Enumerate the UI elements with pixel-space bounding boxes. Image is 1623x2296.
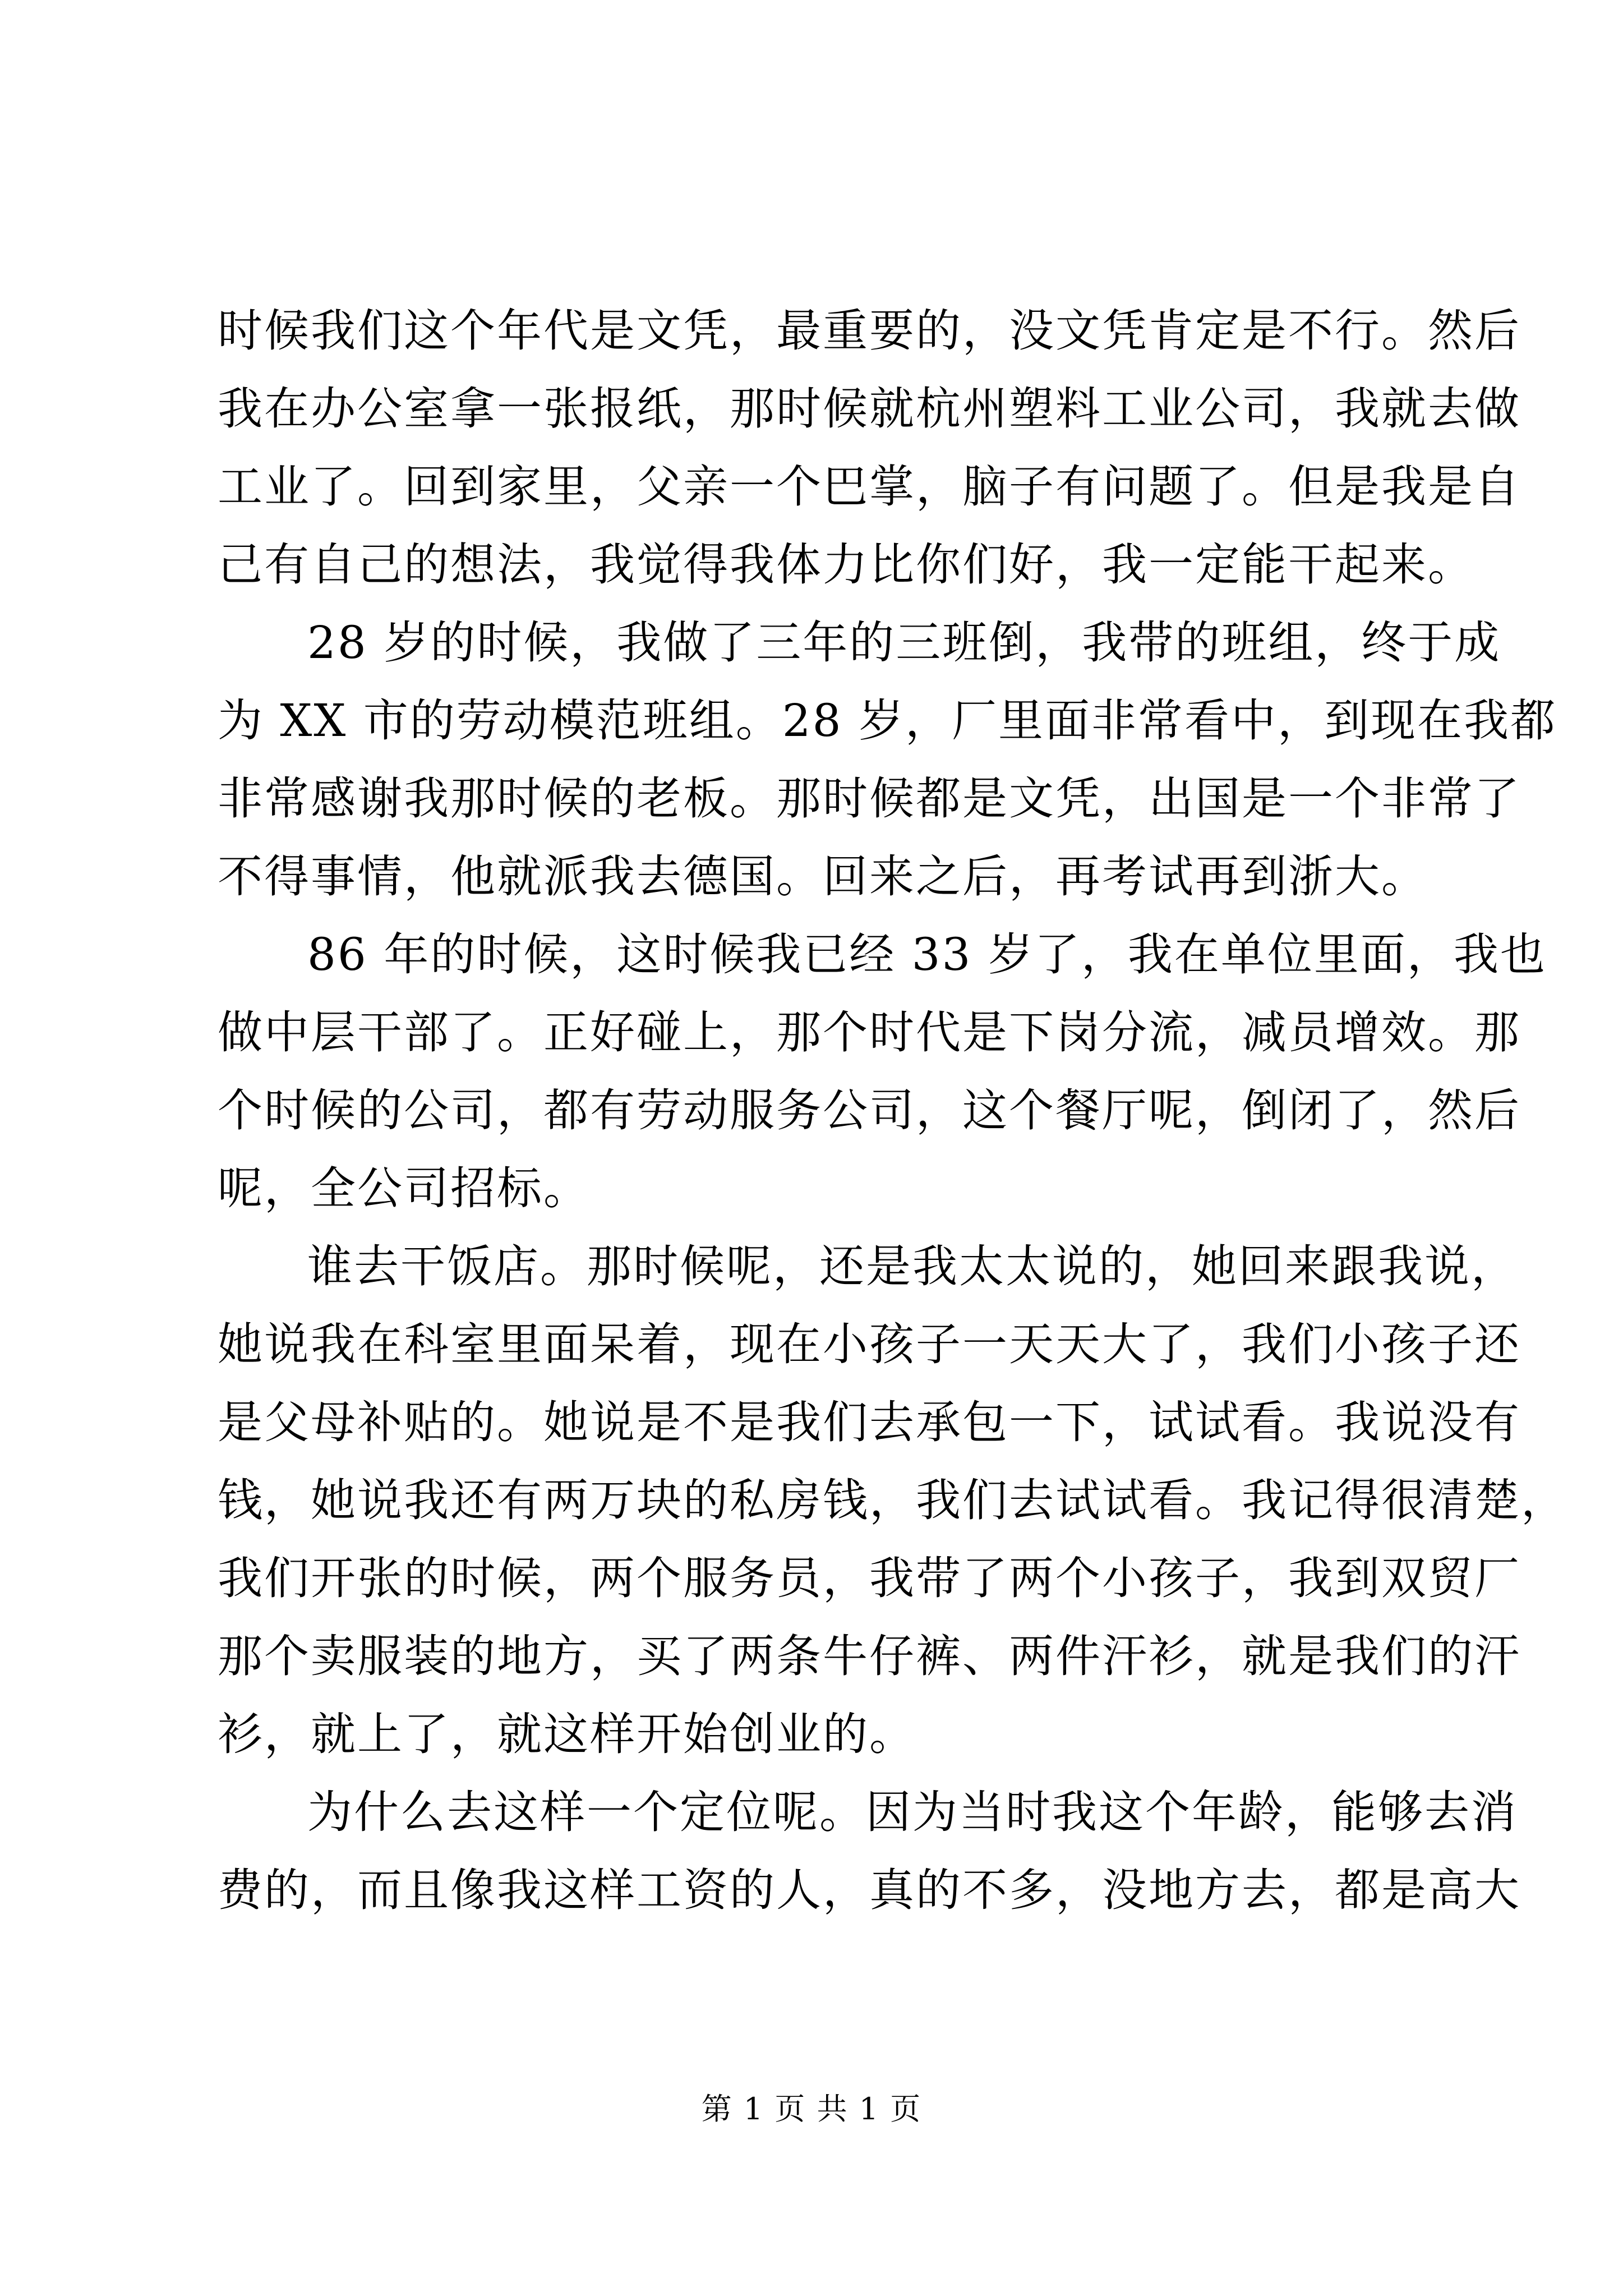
- text-line: 我们开张的时候，两个服务员，我带了两个小孩子，我到双贸厂: [218, 1552, 1521, 1604]
- text-line: 是父母补贴的。她说是不是我们去承包一下，试试看。我说没有: [218, 1396, 1521, 1448]
- text-line: 呢，全公司招标。: [218, 1162, 590, 1214]
- paragraph: [218, 604, 1557, 915]
- text-line: 86 年的时候，这时候我已经 33 岁了，我在单位里面，我也: [307, 928, 1547, 981]
- text-line: 为 XX 市的劳动模范班组。28 岁，厂里面非常看中，到现在我都: [218, 694, 1557, 747]
- paragraph: [218, 1227, 1567, 1773]
- paragraph: [218, 292, 1521, 604]
- page-footer: 第 1 页 共 1 页: [701, 2091, 922, 2127]
- paragraph: [218, 1773, 1521, 1929]
- text-line: 个时候的公司，都有劳动服务公司，这个餐厅呢，倒闭了，然后: [218, 1084, 1521, 1137]
- paragraph: [218, 915, 1547, 1227]
- text-line: 己有自己的想法，我觉得我体力比你们好，我一定能干起来。: [218, 539, 1474, 591]
- text-line: 为什么去这样一个定位呢。因为当时我这个年龄，能够去消: [307, 1786, 1518, 1838]
- text-line: 我在办公室拿一张报纸，那时候就杭州塑料工业公司，我就去做: [218, 383, 1521, 435]
- text-line: 她说我在科室里面呆着，现在小孩子一天天大了，我们小孩子还: [218, 1318, 1521, 1370]
- text-line: 工业了。回到家里，父亲一个巴掌，脑子有问题了。但是我是自: [218, 461, 1521, 513]
- text-line: 谁去干饭店。那时候呢，还是我太太说的，她回来跟我说，: [307, 1240, 1518, 1292]
- text-line: 不得事情，他就派我去德国。回来之后，再考试再到浙大。: [218, 850, 1428, 903]
- text-line: 时候我们这个年代是文凭，最重要的，没文凭肯定是不行。然后: [218, 305, 1521, 357]
- text-line: 非常感谢我那时候的老板。那时候都是文凭，出国是一个非常了: [218, 772, 1521, 825]
- text-line: 钱，她说我还有两万块的私房钱，我们去试试看。我记得很清楚，: [218, 1474, 1567, 1526]
- text-line: 衫，就上了，就这样开始创业的。: [218, 1708, 916, 1760]
- body-text: [218, 292, 1567, 1929]
- text-line: 那个卖服装的地方，买了两条牛仔裤、两件汗衫，就是我们的汗: [218, 1630, 1521, 1682]
- text-line: 28 岁的时候，我做了三年的三班倒，我带的班组，终于成: [307, 616, 1501, 669]
- text-line: 费的，而且像我这样工资的人，真的不多，没地方去，都是高大: [218, 1864, 1521, 1916]
- text-line: 做中层干部了。正好碰上，那个时代是下岗分流，减员增效。那: [218, 1006, 1521, 1059]
